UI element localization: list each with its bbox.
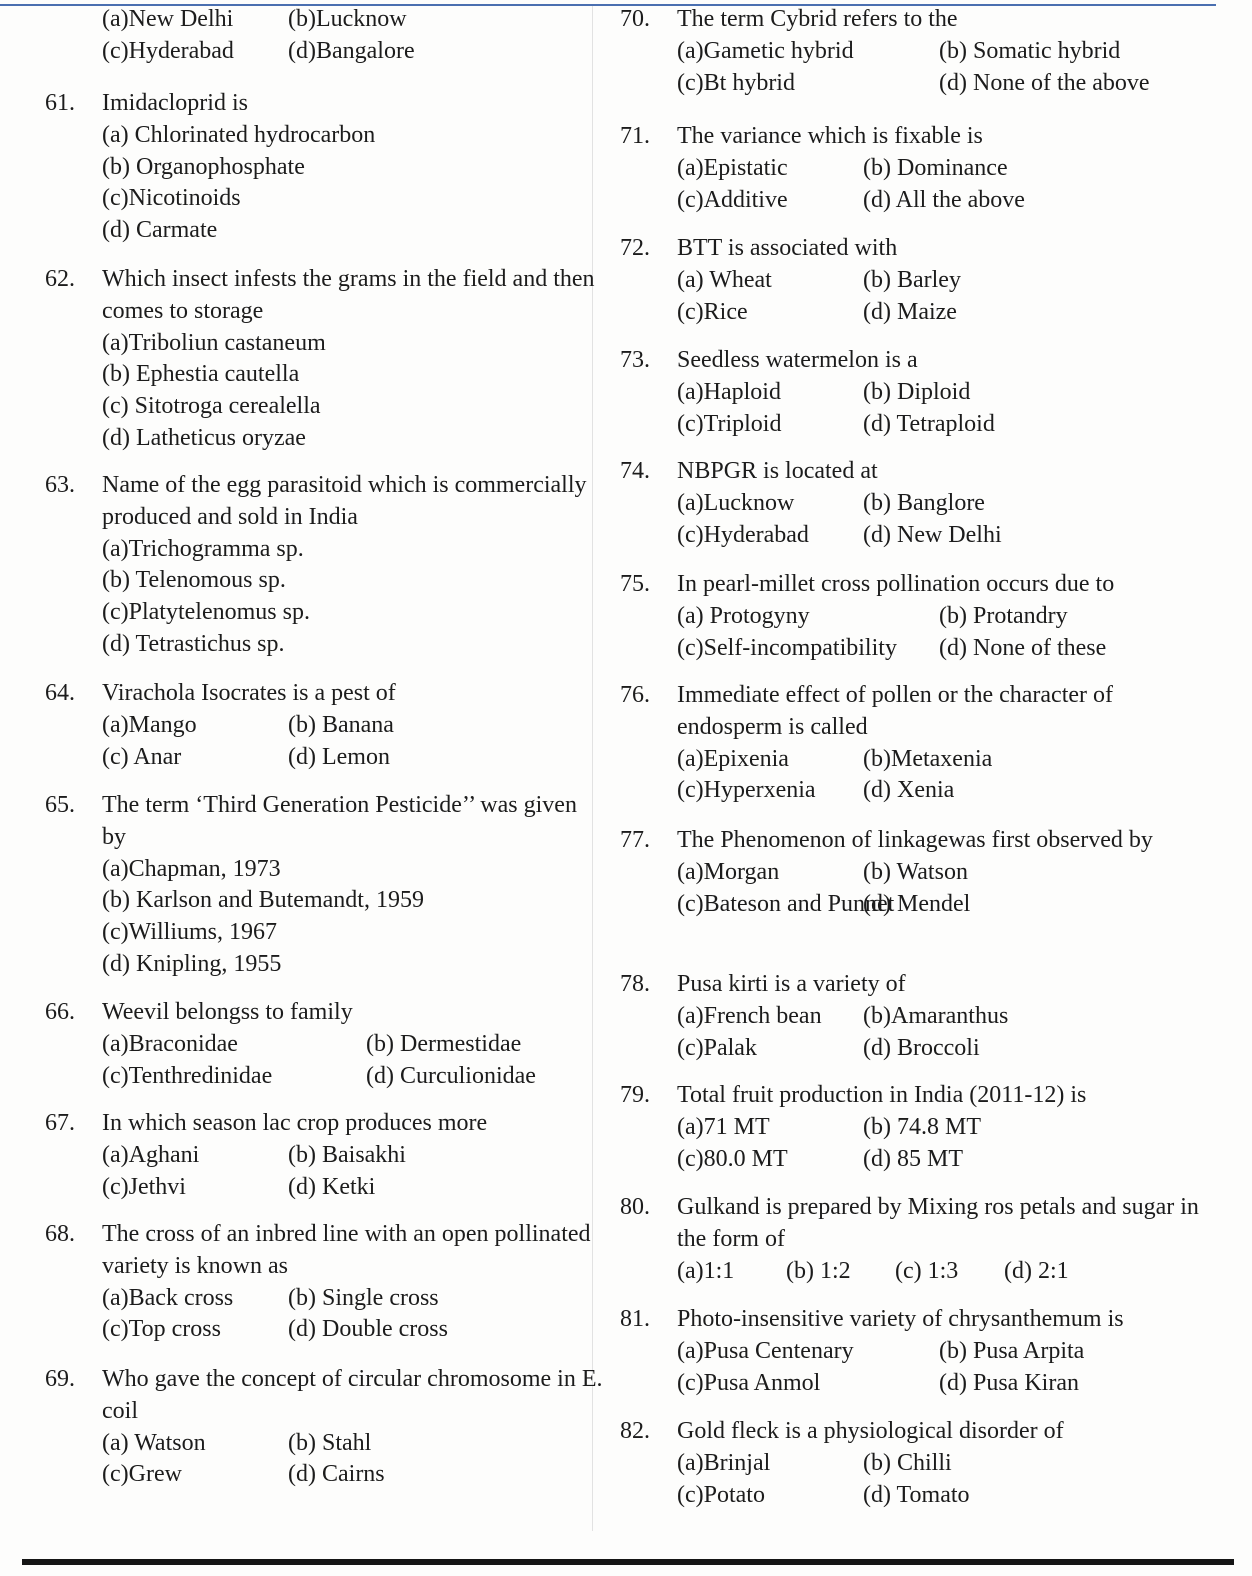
option: (d) New Delhi: [863, 521, 1002, 548]
option: (a)1:1: [677, 1257, 735, 1284]
option: (c) Sitotroga cerealella: [102, 393, 321, 420]
option: (a)Gametic hybrid: [677, 37, 854, 64]
question-q66: [45, 997, 605, 1092]
option: (b) Telenomous sp.: [102, 567, 286, 594]
option-row: [677, 409, 1220, 441]
question-q60: [45, 4, 605, 68]
question-q70: [620, 4, 1220, 99]
options: [102, 328, 605, 455]
question-text: BTT is associated with: [677, 235, 898, 261]
options: [102, 534, 605, 661]
question-text: NBPGR is located at: [677, 458, 878, 484]
options: [677, 1256, 1220, 1288]
option: (b) Pusa Arpita: [939, 1337, 1085, 1364]
option-row: [677, 1144, 1220, 1176]
question-q71: [620, 121, 1220, 216]
options: [677, 744, 1220, 808]
option: (b) Banglore: [863, 489, 985, 516]
question-q80: [620, 1192, 1220, 1287]
option: (c)Top cross: [102, 1316, 221, 1343]
question-number: 65.: [45, 792, 75, 818]
option: (a)Mango: [102, 711, 197, 738]
option-row: [102, 328, 605, 360]
options: [677, 488, 1220, 552]
option-row: [677, 36, 1220, 68]
option: (b) Organophosphate: [102, 153, 305, 180]
option: (a)Epixenia: [677, 745, 789, 772]
option: (d) Double cross: [288, 1316, 448, 1343]
options: [102, 4, 605, 68]
option: (a)Braconidae: [102, 1030, 238, 1057]
question-number: 61.: [45, 90, 75, 116]
question-q73: [620, 345, 1220, 440]
question-number: 76.: [620, 682, 650, 708]
option: (b) Barley: [863, 266, 961, 293]
option: (d) Tetraploid: [863, 410, 995, 437]
option: (a)71 MT: [677, 1113, 770, 1140]
option: (c)Hyderabad: [677, 521, 809, 548]
question-text: Gulkand is prepared by Mixing ros petals and sugar in the form of: [677, 1194, 1199, 1252]
option: (c)Hyderabad: [102, 37, 234, 64]
options: [677, 153, 1220, 217]
option: (d) Maize: [863, 298, 957, 325]
question-text: Who gave the concept of circular chromosome in E. coil: [102, 1366, 603, 1424]
question-text: The Phenomenon of linkagewas first observed by: [677, 827, 1153, 853]
option-row: [102, 120, 605, 152]
question-q62: [45, 264, 605, 455]
question-number: 80.: [620, 1194, 650, 1220]
question-number: 71.: [620, 123, 650, 149]
question-q75: [620, 569, 1220, 664]
option: (c) Anar: [102, 743, 182, 770]
option: (a) Wheat: [677, 266, 772, 293]
question-text: In which season lac crop produces more: [102, 1110, 488, 1136]
question-q79: [620, 1080, 1220, 1175]
option: (a)Lucknow: [677, 489, 795, 516]
question-number: 69.: [45, 1366, 75, 1392]
option: (b) Dermestidae: [366, 1030, 522, 1057]
option: (b)Lucknow: [288, 6, 407, 32]
option: (a)Triboliun castaneum: [102, 329, 326, 356]
option: (a)Pusa Centenary: [677, 1337, 854, 1364]
option: (a)French bean: [677, 1002, 822, 1029]
option-row: [102, 1459, 605, 1491]
options: [677, 265, 1220, 329]
option: (d) Mendel: [863, 890, 971, 917]
question-text: Immediate effect of pollen or the character of endosperm is called: [677, 682, 1113, 740]
question-q61: [45, 88, 605, 247]
option-row: [102, 4, 605, 36]
question-q65: [45, 790, 605, 981]
option: (c)Jethvi: [102, 1173, 186, 1200]
question-text: The term Cybrid refers to the: [677, 6, 958, 32]
option: (c)Palak: [677, 1034, 757, 1061]
option: (b) Diploid: [863, 378, 971, 405]
option-row: [102, 1061, 605, 1093]
option: (a) Chlorinated hydrocarbon: [102, 121, 376, 148]
option: (b) 74.8 MT: [863, 1113, 981, 1140]
option-row: [102, 183, 605, 215]
option: (c)Grew: [102, 1461, 182, 1488]
option-row: [102, 597, 605, 629]
question-q78: [620, 969, 1220, 1064]
option: (c)Bateson and Punnet: [677, 890, 895, 917]
option: (c)Hyperxenia: [677, 777, 816, 804]
option: (d) Cairns: [288, 1461, 385, 1488]
option-row: [102, 1140, 605, 1172]
question-text: Gold fleck is a physiological disorder of: [677, 1418, 1064, 1444]
option-row: [102, 391, 605, 423]
option: (a)New Delhi: [102, 6, 234, 32]
option-row: [102, 742, 605, 774]
option-row: [102, 1172, 605, 1204]
option: (c)Rice: [677, 298, 748, 325]
option: (b) Baisakhi: [288, 1141, 406, 1168]
options: [677, 1112, 1220, 1176]
option: (c)Bt hybrid: [677, 69, 795, 96]
option-row: [677, 633, 1220, 665]
question-q68: [45, 1219, 605, 1346]
option: (b)Amaranthus: [863, 1002, 1009, 1029]
option: (d) Xenia: [863, 777, 955, 804]
question-q74: [620, 456, 1220, 551]
option-row: [102, 885, 605, 917]
option-row: [677, 68, 1220, 100]
option: (d) Broccoli: [863, 1034, 980, 1061]
question-text: The term ‘Third Generation Pesticide’’ was given by: [102, 792, 577, 850]
option: (a)Epistatic: [677, 154, 788, 181]
question-q82: [620, 1416, 1220, 1511]
option-row: [102, 629, 605, 661]
option: (a)Morgan: [677, 858, 780, 885]
option: (b) 1:2: [786, 1257, 851, 1284]
option-row: [102, 949, 605, 981]
question-number: 77.: [620, 827, 650, 853]
question-number: 66.: [45, 999, 75, 1025]
option: (d) 2:1: [1004, 1257, 1069, 1284]
option-row: [677, 1001, 1220, 1033]
option: (b) Chilli: [863, 1449, 952, 1476]
options: [102, 710, 605, 774]
option-row: [677, 297, 1220, 329]
option-row: [102, 854, 605, 886]
question-q67: [45, 1108, 605, 1203]
option-row: [677, 377, 1220, 409]
option: (b) Karlson and Butemandt, 1959: [102, 887, 424, 914]
option: (c)Williums, 1967: [102, 919, 278, 946]
question-text: Virachola Isocrates is a pest of: [102, 680, 396, 706]
question-number: 62.: [45, 266, 75, 292]
option-row: [102, 359, 605, 391]
option: (d) Ketki: [288, 1173, 376, 1200]
option: (d) Latheticus oryzae: [102, 424, 306, 451]
option: (d) None of the above: [939, 69, 1150, 96]
option: (d) Knipling, 1955: [102, 950, 282, 977]
option-row: [677, 1033, 1220, 1065]
option: (c)Triploid: [677, 410, 782, 437]
options: [677, 857, 1220, 921]
option: (c)Self-incompatibility: [677, 634, 897, 661]
option-row: [102, 1029, 605, 1061]
option: (b) Watson: [863, 858, 968, 885]
question-number: 79.: [620, 1082, 650, 1108]
options: [102, 1140, 605, 1204]
options: [677, 377, 1220, 441]
option: (a) Protogyny: [677, 602, 810, 629]
option-row: [677, 1112, 1220, 1144]
bottom-rule: [22, 1559, 1234, 1565]
option-row: [677, 520, 1220, 552]
option: (b) Dominance: [863, 154, 1008, 181]
option: (d) Pusa Kiran: [939, 1369, 1079, 1396]
question-number: 72.: [620, 235, 650, 261]
question-text: Pusa kirti is a variety of: [677, 971, 906, 997]
question-number: 70.: [620, 6, 650, 32]
option: (b) Protandry: [939, 602, 1068, 629]
question-number: 64.: [45, 680, 75, 706]
option: (d) Carmate: [102, 217, 218, 244]
options: [102, 1029, 605, 1093]
option: (d) Curculionidae: [366, 1062, 536, 1089]
option: (d) All the above: [863, 186, 1025, 213]
question-text: Imidacloprid is: [102, 90, 248, 116]
option-row: [102, 565, 605, 597]
option-row: [677, 889, 1220, 921]
question-q69: [45, 1364, 605, 1491]
question-q63: [45, 470, 605, 661]
options: [102, 120, 605, 247]
question-q81: [620, 1304, 1220, 1399]
option-row: [677, 488, 1220, 520]
option-row: [677, 1336, 1220, 1368]
option: (c)Potato: [677, 1481, 765, 1508]
option-row: [677, 1256, 1220, 1288]
question-number: 75.: [620, 571, 650, 597]
option: (b) Banana: [288, 711, 394, 738]
option-row: [102, 1283, 605, 1315]
question-number: 81.: [620, 1306, 650, 1332]
option: (c)80.0 MT: [677, 1145, 788, 1172]
question-q77: [620, 825, 1220, 920]
options: [102, 1428, 605, 1492]
option: (a)Haploid: [677, 378, 781, 405]
option-row: [677, 1368, 1220, 1400]
options: [102, 854, 605, 981]
option: (d) Tetrastichus sp.: [102, 630, 285, 657]
options: [102, 1283, 605, 1347]
question-number: 74.: [620, 458, 650, 484]
question-text: Name of the egg parasitoid which is commercially produced and sold in India: [102, 472, 587, 530]
option: (b) Single cross: [288, 1284, 439, 1311]
option: (a)Brinjal: [677, 1449, 771, 1476]
option: (a)Aghani: [102, 1141, 200, 1168]
question-number: 67.: [45, 1110, 75, 1136]
option-row: [677, 153, 1220, 185]
option-row: [677, 857, 1220, 889]
option-row: [102, 710, 605, 742]
options: [677, 1448, 1220, 1512]
option: (b)Metaxenia: [863, 745, 993, 772]
options: [677, 1336, 1220, 1400]
option-row: [102, 1428, 605, 1460]
option: (d) Tomato: [863, 1481, 970, 1508]
option-row: [102, 152, 605, 184]
option-row: [677, 265, 1220, 297]
option: (b) Stahl: [288, 1429, 372, 1456]
option: (c)Pusa Anmol: [677, 1369, 821, 1396]
question-number: 78.: [620, 971, 650, 997]
option: (c)Tenthredinidae: [102, 1062, 273, 1089]
option: (c)Nicotinoids: [102, 185, 241, 212]
question-text: Photo-insensitive variety of chrysanthemum is: [677, 1306, 1124, 1332]
option-row: [677, 744, 1220, 776]
option-row: [102, 215, 605, 247]
question-text: Weevil belongss to family: [102, 999, 353, 1025]
question-q76: [620, 680, 1220, 807]
option-row: [677, 1480, 1220, 1512]
question-text: Total fruit production in India (2011-12) is: [677, 1082, 1087, 1108]
option-row: [677, 1448, 1220, 1480]
option: (d) 85 MT: [863, 1145, 963, 1172]
question-number: 82.: [620, 1418, 650, 1444]
option-row: [102, 423, 605, 455]
option-row: [102, 534, 605, 566]
option: (c) 1:3: [895, 1257, 959, 1284]
option: (b) Somatic hybrid: [939, 37, 1121, 64]
option: (c)Additive: [677, 186, 788, 213]
question-number: 73.: [620, 347, 650, 373]
question-text: Seedless watermelon is a: [677, 347, 918, 373]
option-row: [102, 917, 605, 949]
option: (d) None of these: [939, 634, 1107, 661]
option-row: [677, 601, 1220, 633]
option: (b) Ephestia cautella: [102, 361, 300, 388]
question-number: 63.: [45, 472, 75, 498]
option-row: [677, 775, 1220, 807]
question-text: The cross of an inbred line with an open pollinated variety is known as: [102, 1221, 591, 1279]
option-row: [102, 1314, 605, 1346]
question-number: 68.: [45, 1221, 75, 1247]
option: (d)Bangalore: [288, 37, 415, 64]
options: [677, 601, 1220, 665]
option-row: [102, 36, 605, 68]
option: (a)Back cross: [102, 1284, 234, 1311]
option: (a)Chapman, 1973: [102, 855, 281, 882]
question-q64: [45, 678, 605, 773]
question-text: The variance which is fixable is: [677, 123, 983, 149]
options: [677, 1001, 1220, 1065]
option: (c)Platytelenomus sp.: [102, 599, 310, 626]
question-text: In pearl-millet cross pollination occurs due to: [677, 571, 1115, 597]
option: (d) Lemon: [288, 743, 390, 770]
question-q72: [620, 233, 1220, 328]
option: (a)Trichogramma sp.: [102, 535, 304, 562]
options: [677, 36, 1220, 100]
question-text: Which insect infests the grams in the field and then comes to storage: [102, 266, 595, 324]
option-row: [677, 185, 1220, 217]
option: (a) Watson: [102, 1429, 206, 1456]
